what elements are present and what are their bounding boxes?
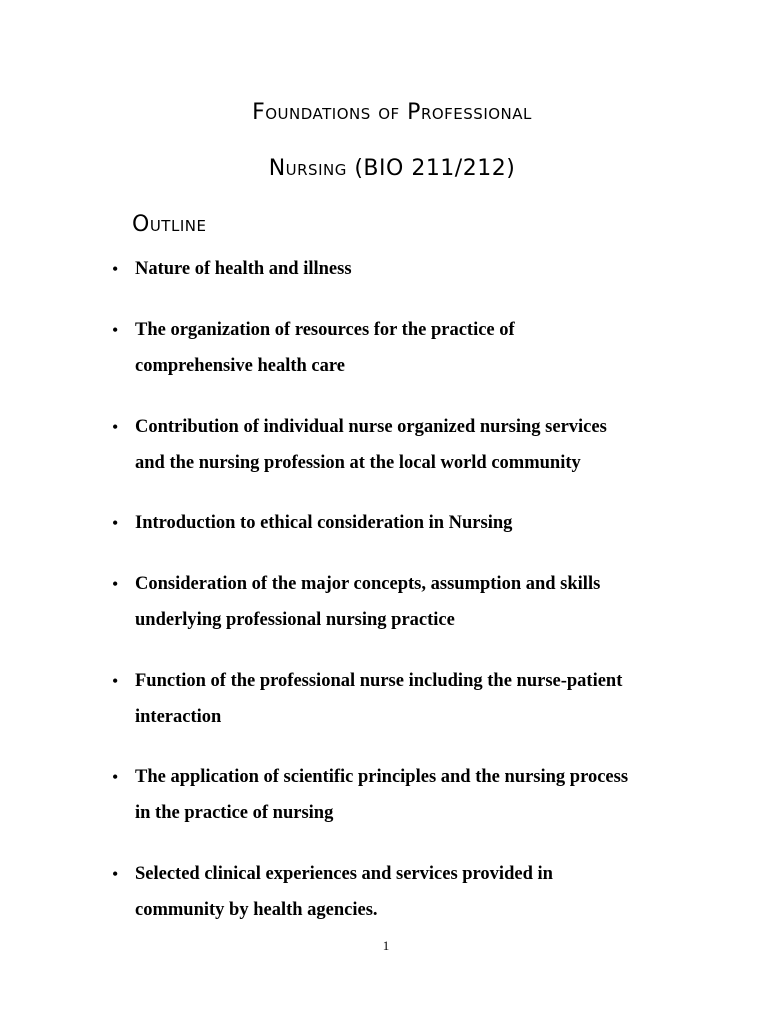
list-item-text: Introduction to ethical consideration in Nursing [135, 513, 513, 533]
bullet-icon: • [112, 574, 119, 594]
list-item [112, 759, 712, 831]
list-item [112, 856, 712, 928]
list-item-text: The organization of resources for the practice of comprehensive health care [135, 320, 515, 376]
document-title-line-1: Foundations of Professional [252, 100, 532, 125]
list-item [112, 566, 712, 638]
list-item [112, 251, 712, 287]
list-item-text: Function of the professional nurse including the nurse-patient interaction [135, 671, 623, 727]
list-item-text: Nature of health and illness [135, 259, 352, 279]
bullet-icon: • [112, 259, 119, 279]
bullet-icon: • [112, 767, 119, 787]
bullet-icon: • [112, 417, 119, 437]
list-item-text: The application of scientific principles and the nursing process in the practice of nursing [135, 767, 629, 823]
document-title-line-2: Nursing (BIO 211/212) [268, 156, 516, 181]
list-item [112, 663, 712, 735]
list-item-text: Selected clinical experiences and services provided in community by health agencies. [135, 864, 553, 920]
outline-heading: Outline [132, 212, 207, 237]
list-item-text: Contribution of individual nurse organized nursing services and the nursing profession at the local world community [135, 417, 607, 473]
list-item [112, 409, 712, 481]
page-number: 1 [382, 938, 390, 953]
bullet-icon: • [112, 320, 119, 340]
list-item [112, 505, 712, 541]
bullet-icon: • [112, 671, 119, 691]
bullet-icon: • [112, 864, 119, 884]
list-item-text: Consideration of the major concepts, assumption and skills underlying professional nursing practice [135, 574, 601, 630]
list-item [112, 312, 712, 384]
bullet-icon: • [112, 513, 119, 533]
